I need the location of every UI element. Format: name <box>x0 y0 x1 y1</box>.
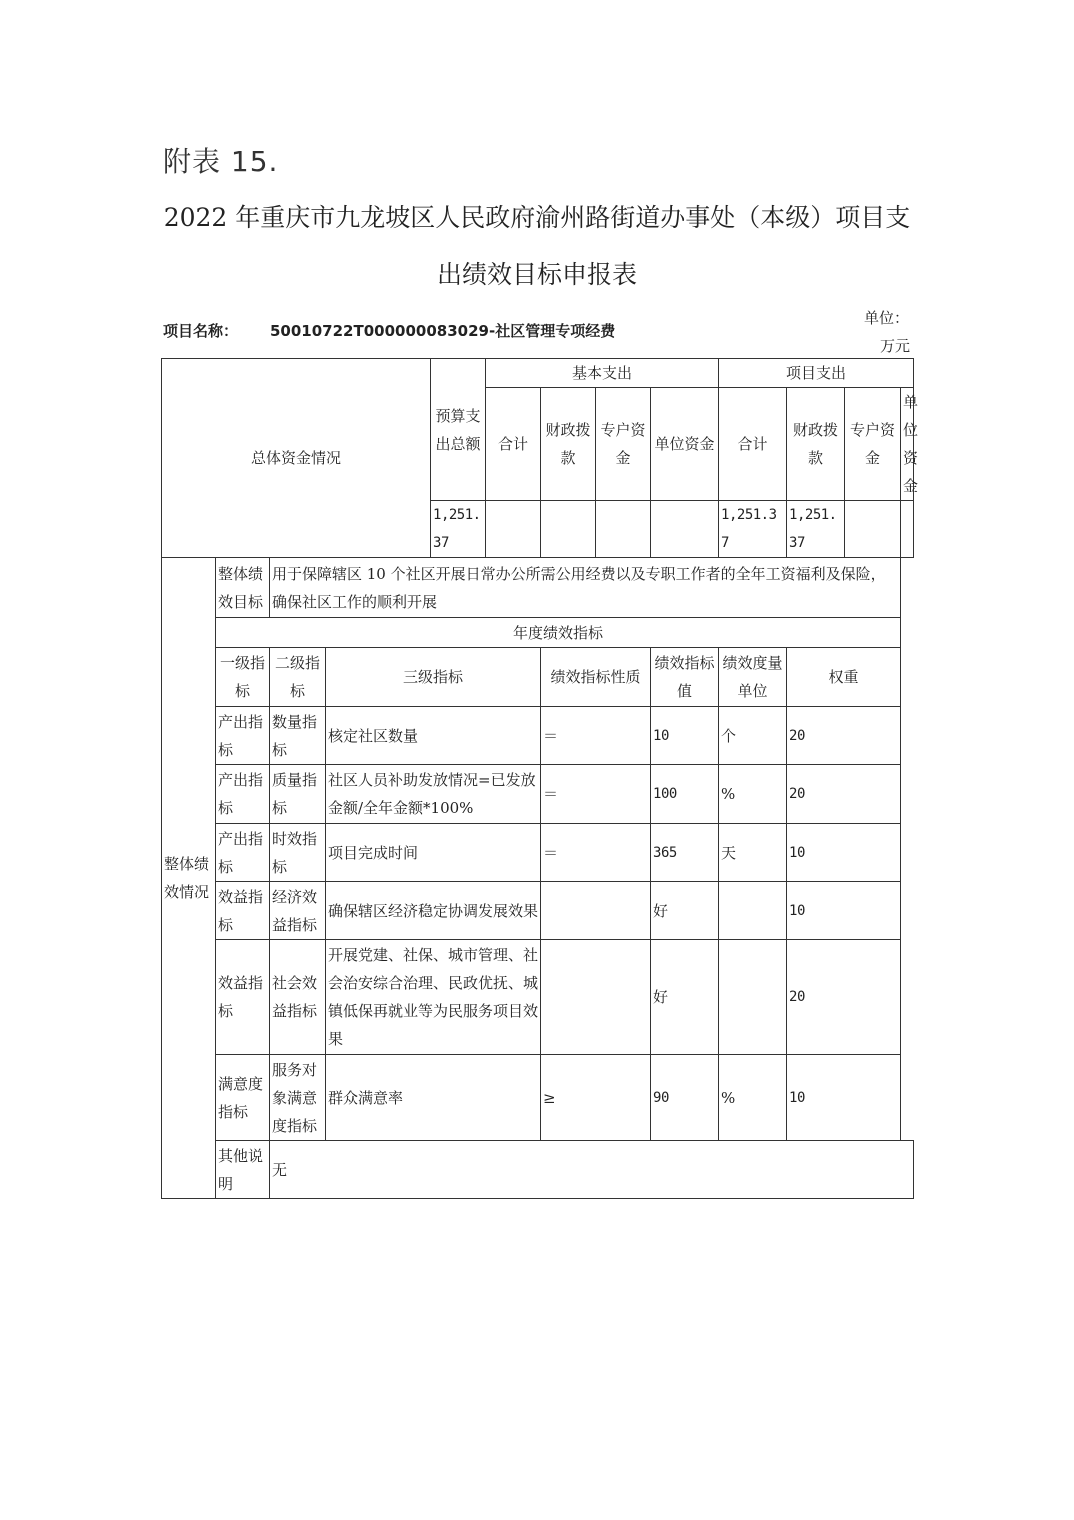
indicator-level3: 群众满意率 <box>326 1055 541 1141</box>
overall-goal-label: 整体绩效目标 <box>216 558 270 618</box>
project-fiscal-value: 1,251.37 <box>787 501 845 558</box>
indicator-level1: 满意度指标 <box>216 1055 270 1141</box>
appendix-label: 附表 15. <box>163 145 279 178</box>
performance-table <box>161 358 919 1199</box>
annual-indicators-label: 年度绩效指标 <box>216 618 901 648</box>
indicator-weight: 20 <box>787 940 901 1055</box>
level3-header: 三级指标 <box>326 648 541 707</box>
other-notes-value: 无 <box>270 1141 914 1199</box>
indicator-weight: 20 <box>787 707 901 765</box>
basic-expense-label: 基本支出 <box>486 359 719 388</box>
indicator-value: 好 <box>651 882 719 940</box>
indicator-value: 365 <box>651 824 719 882</box>
project-name-value: 50010722T000000083029-社区管理专项经费 <box>270 322 616 340</box>
indicator-nature: ＝ <box>541 765 651 824</box>
basic-special-header: 专户资金 <box>596 388 651 501</box>
indicator-level3: 确保辖区经济稳定协调发展效果 <box>326 882 541 940</box>
indicator-level1: 产出指标 <box>216 824 270 882</box>
indicator-nature <box>541 882 651 940</box>
indicator-nature: ＝ <box>541 824 651 882</box>
indicator-value: 好 <box>651 940 719 1055</box>
indicator-unit: % <box>719 1055 787 1141</box>
table-row <box>162 940 914 1055</box>
indicator-weight: 10 <box>787 1055 901 1141</box>
unit-value: 万元 <box>880 337 911 355</box>
basic-special-value <box>596 501 651 558</box>
basic-fiscal-header: 财政拨款 <box>541 388 596 501</box>
project-total-value: 1,251.37 <box>719 501 787 558</box>
indicator-level2: 社会效益指标 <box>270 940 326 1055</box>
indicator-nature: ＝ <box>541 707 651 765</box>
indicator-weight: 10 <box>787 824 901 882</box>
basic-unit-value <box>651 501 719 558</box>
overall-funding-label: 总体资金情况 <box>162 359 431 558</box>
basic-total-value <box>486 501 541 558</box>
other-notes-label: 其他说明 <box>216 1141 270 1199</box>
project-fiscal-header: 财政拨款 <box>787 388 845 501</box>
indicator-weight: 20 <box>787 765 901 824</box>
basic-fiscal-value <box>541 501 596 558</box>
budget-total-value: 1,251.37 <box>431 501 486 558</box>
indicator-level1: 效益指标 <box>216 882 270 940</box>
budget-total-label: 预算支出总额 <box>431 359 486 501</box>
indicator-unit: 天 <box>719 824 787 882</box>
indicator-value: 90 <box>651 1055 719 1141</box>
unit-header: 绩效度量单位 <box>719 648 787 707</box>
indicator-level1: 产出指标 <box>216 707 270 765</box>
project-total-header: 合计 <box>719 388 787 501</box>
indicator-level2: 服务对象满意度指标 <box>270 1055 326 1141</box>
indicator-level2: 经济效益指标 <box>270 882 326 940</box>
project-special-value <box>845 501 901 558</box>
indicator-unit <box>719 882 787 940</box>
nature-header: 绩效指标性质 <box>541 648 651 707</box>
document-title-line-1: 2022 年重庆市九龙坡区人民政府渝州路街道办事处（本级）项目支 <box>163 203 911 232</box>
indicator-unit: % <box>719 765 787 824</box>
table-row <box>162 765 914 824</box>
project-name-label: 项目名称： <box>163 322 239 340</box>
level2-header: 二级指标 <box>270 648 326 707</box>
indicator-level3: 社区人员补助发放情况=已发放金额/全年金额*100% <box>326 765 541 824</box>
indicator-level1: 产出指标 <box>216 765 270 824</box>
indicator-level3: 开展党建、社保、城市管理、社会治安综合治理、民政优抚、城镇低保再就业等为民服务项目效果 <box>326 940 541 1055</box>
basic-unit-header: 单位资金 <box>651 388 719 501</box>
indicator-level2: 数量指标 <box>270 707 326 765</box>
project-unit-value <box>901 501 914 558</box>
table-row <box>162 824 914 882</box>
project-special-header: 专户资金 <box>845 388 901 501</box>
table-row <box>162 1055 914 1141</box>
indicator-weight: 10 <box>787 882 901 940</box>
table-row <box>162 707 914 765</box>
unit-label: 单位： <box>864 309 910 327</box>
project-expense-label: 项目支出 <box>719 359 914 388</box>
overall-goal-text: 用于保障辖区 10 个社区开展日常办公所需公用经费以及专职工作者的全年工资福利及保险，确保社区工作的顺利开展 <box>270 558 901 618</box>
indicator-value: 100 <box>651 765 719 824</box>
indicator-nature: ≥ <box>541 1055 651 1141</box>
basic-total-header: 合计 <box>486 388 541 501</box>
indicator-level3: 项目完成时间 <box>326 824 541 882</box>
level1-header: 一级指标 <box>216 648 270 707</box>
indicator-unit: 个 <box>719 707 787 765</box>
table-row <box>162 882 914 940</box>
indicator-unit <box>719 940 787 1055</box>
indicator-nature <box>541 940 651 1055</box>
overall-performance-label: 整体绩效情况 <box>162 558 216 1199</box>
weight-header: 权重 <box>787 648 901 707</box>
document-title-line-2: 出绩效目标申报表 <box>436 260 637 289</box>
indicator-level1: 效益指标 <box>216 940 270 1055</box>
project-unit-header: 单位资金 <box>901 388 914 501</box>
value-header: 绩效指标值 <box>651 648 719 707</box>
indicator-value: 10 <box>651 707 719 765</box>
indicator-level2: 质量指标 <box>270 765 326 824</box>
indicator-level3: 核定社区数量 <box>326 707 541 765</box>
indicator-level2: 时效指标 <box>270 824 326 882</box>
